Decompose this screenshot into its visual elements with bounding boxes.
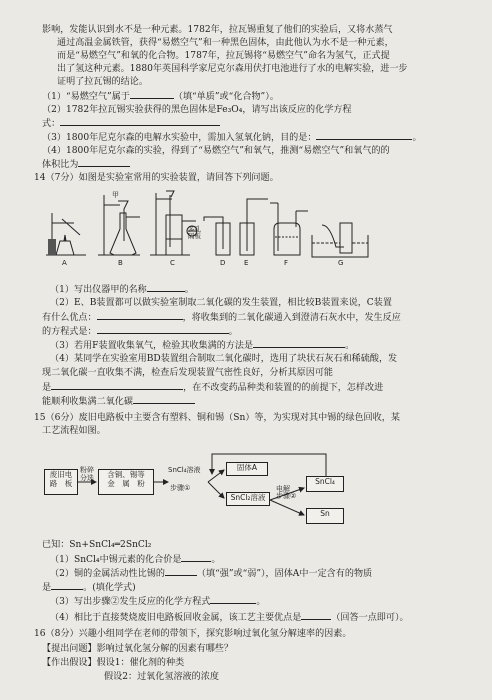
apparatus-c [150,191,197,255]
answer-blank[interactable] [51,581,83,590]
apparatus-f [270,203,308,255]
label-f: F [284,259,289,267]
answer-blank[interactable] [316,131,412,140]
porous-plate-label: 多孔 隔板 [188,225,201,240]
question-13-4b: 体积比为 [42,158,468,171]
answer-blank[interactable] [181,553,211,562]
question-14-2c: 的方程式是： 。 [42,327,238,337]
question-13-1: （1）“易燃空气”属于 （填“单质”或“化合物”）。 [42,92,279,102]
question-14-4c: 是 ，在不改变药品种类和装置的的前提下，怎样改进 [42,383,384,393]
question-14-4d: 能顺利收集满二氧化碳 [42,395,468,408]
label-a: A [62,259,67,267]
flow-label-step2: 电解 步骤② [276,485,297,500]
text-line: 通过高温金属铁管，获得“易燃空气”和一种黑色固体，由此他认为水不是一种元素， [57,38,394,48]
answer-blank[interactable] [97,325,229,334]
question-13-2: （2）1782年拉瓦锡实验获得的黑色固体是Fe₃O₄，请写出该反应的化学方程 [42,105,352,115]
question-13-2b: 式： [42,117,468,130]
answer-blank[interactable] [210,595,256,604]
svg-text:甲: 甲 [112,191,119,199]
question-15-2: （2）铜的金属活动性比锡的 （填“强”或“弱”），固体A中一定含有的物质 [50,569,373,579]
apparatus-e [240,199,268,255]
question-14-1: （1）写出仪器甲的名称 。 [50,285,194,295]
question-14-4b: 现二氧化碳一直收集不满，检查后发现装置气密性良好，分析其原因可能 [42,368,334,378]
label-b: B [118,259,123,267]
answer-blank[interactable] [51,381,183,390]
question-16-head: 16（8分）兴趣小组同学在老师的带领下，探究影响过氧化氢分解速率的因素。 [34,629,352,639]
flow-step-crush: 粉碎 分选 [80,466,94,482]
text-line: 出了氢这种元素。1880年英国科学家尼克尔森用伏打电池进行了水的电解实验，进一步 [57,64,408,74]
answer-blank[interactable] [165,567,197,576]
answer-blank[interactable] [253,339,345,348]
label-c: C [170,259,175,267]
label-e: E [244,259,249,267]
flow-node-sn: Sn [306,508,344,524]
lab-apparatus-figure [40,185,380,267]
question-15-2b: 是 。(填化学式) [42,583,136,593]
question-16-problem: 【提出问题】影响过氧化氢分解的因素有哪些？ [42,644,233,654]
known-equation: 已知：Sn+SnCl₄═2SnCl₂ [42,540,152,550]
question-16-hypothesis-2: 假设2：过氧化氢溶液的浓度 [104,672,219,682]
answer-blank[interactable] [78,158,130,167]
label-g: G [338,259,344,267]
question-15-3: （3）写出步骤②发生反应的化学方程式 。 [50,597,266,607]
question-15-1: （1）SnCl₄中锡元素的化合价是 。 [50,555,221,565]
question-15-head2: 工艺流程如图。 [42,426,106,436]
flow-node-metal-powder: 含铜、锡等 金 属 粉 [98,469,154,495]
flow-node-solid-a: 固体A [226,462,268,476]
answer-blank[interactable] [147,283,185,292]
apparatus-b [98,191,140,255]
question-14-head: 14（7分）如图是实验室常用的实验装置，请回答下列问题。 [34,173,279,183]
flow-node-sncl2-solution: SnCl₂溶液 [226,492,270,506]
question-14-4: （4）某同学在实验室用BD装置组合制取二氧化碳时，选用了块状石灰石和稀硫酸，发 [50,354,398,364]
answer-blank[interactable] [301,611,331,620]
flow-label-sncl4-solution: SnCl₄溶液 [168,466,201,474]
text-line: 而是“易燃空气”和氧的化合物。1787年，拉瓦锡将“易燃空气”命名为氢气，正式提 [57,51,390,61]
answer-blank[interactable] [97,311,183,320]
answer-blank[interactable] [130,90,174,99]
question-15-head: 15（6分）废旧电路板中主要含有塑料、铜和锡（Sn）等，为实现对其中锡的绿色回收，某 [34,413,400,423]
question-13-4: （4）1800年尼克尔森的实验，得到了“易燃空气”和氧气，推测“易燃空气”和氧气的的 [42,146,390,156]
question-14-2b: 有什么优点： ，将收集到的二氧化碳通入到澄清石灰水中，发生反应 [42,313,401,323]
text-line: 影响，发能认识到水不是一种元素。1782年，拉瓦锡重复了他们的实验后，又将水蒸气 [42,25,393,35]
question-14-3: （3）若用F装置收集氧气，检验其收集满的方法是 。 [50,341,355,351]
question-14-2: （2）E、B装置都可以做实验室制取二氧化碳的发生装置，相比较B装置来说，C装置 [50,298,392,308]
flow-node-circuit-board: 废旧电 路 板 [44,469,78,495]
label-d: D [220,259,226,267]
answer-blank[interactable] [60,117,220,126]
question-13-3: （3）1800年尼克尔森的电解水实验中，需加入氢氧化钠，目的是： 。 [42,133,422,143]
flow-node-sncl4: SnCl₄ [306,476,344,492]
flow-label-step1: 步骤① [170,484,191,492]
question-15-4: （4）相比于直接焚烧废旧电路板回收金属，该工艺主要优点是 （回答一点即可）。 [50,613,409,623]
apparatus-a [46,213,86,255]
question-16-hypothesis-1: 【作出假设】假设1：催化剂的种类 [42,658,185,668]
apparatus-g [312,223,368,257]
text-line: 证明了拉瓦锡的结论。 [57,77,148,87]
apparatus-d [204,217,230,255]
answer-blank[interactable] [133,395,195,404]
